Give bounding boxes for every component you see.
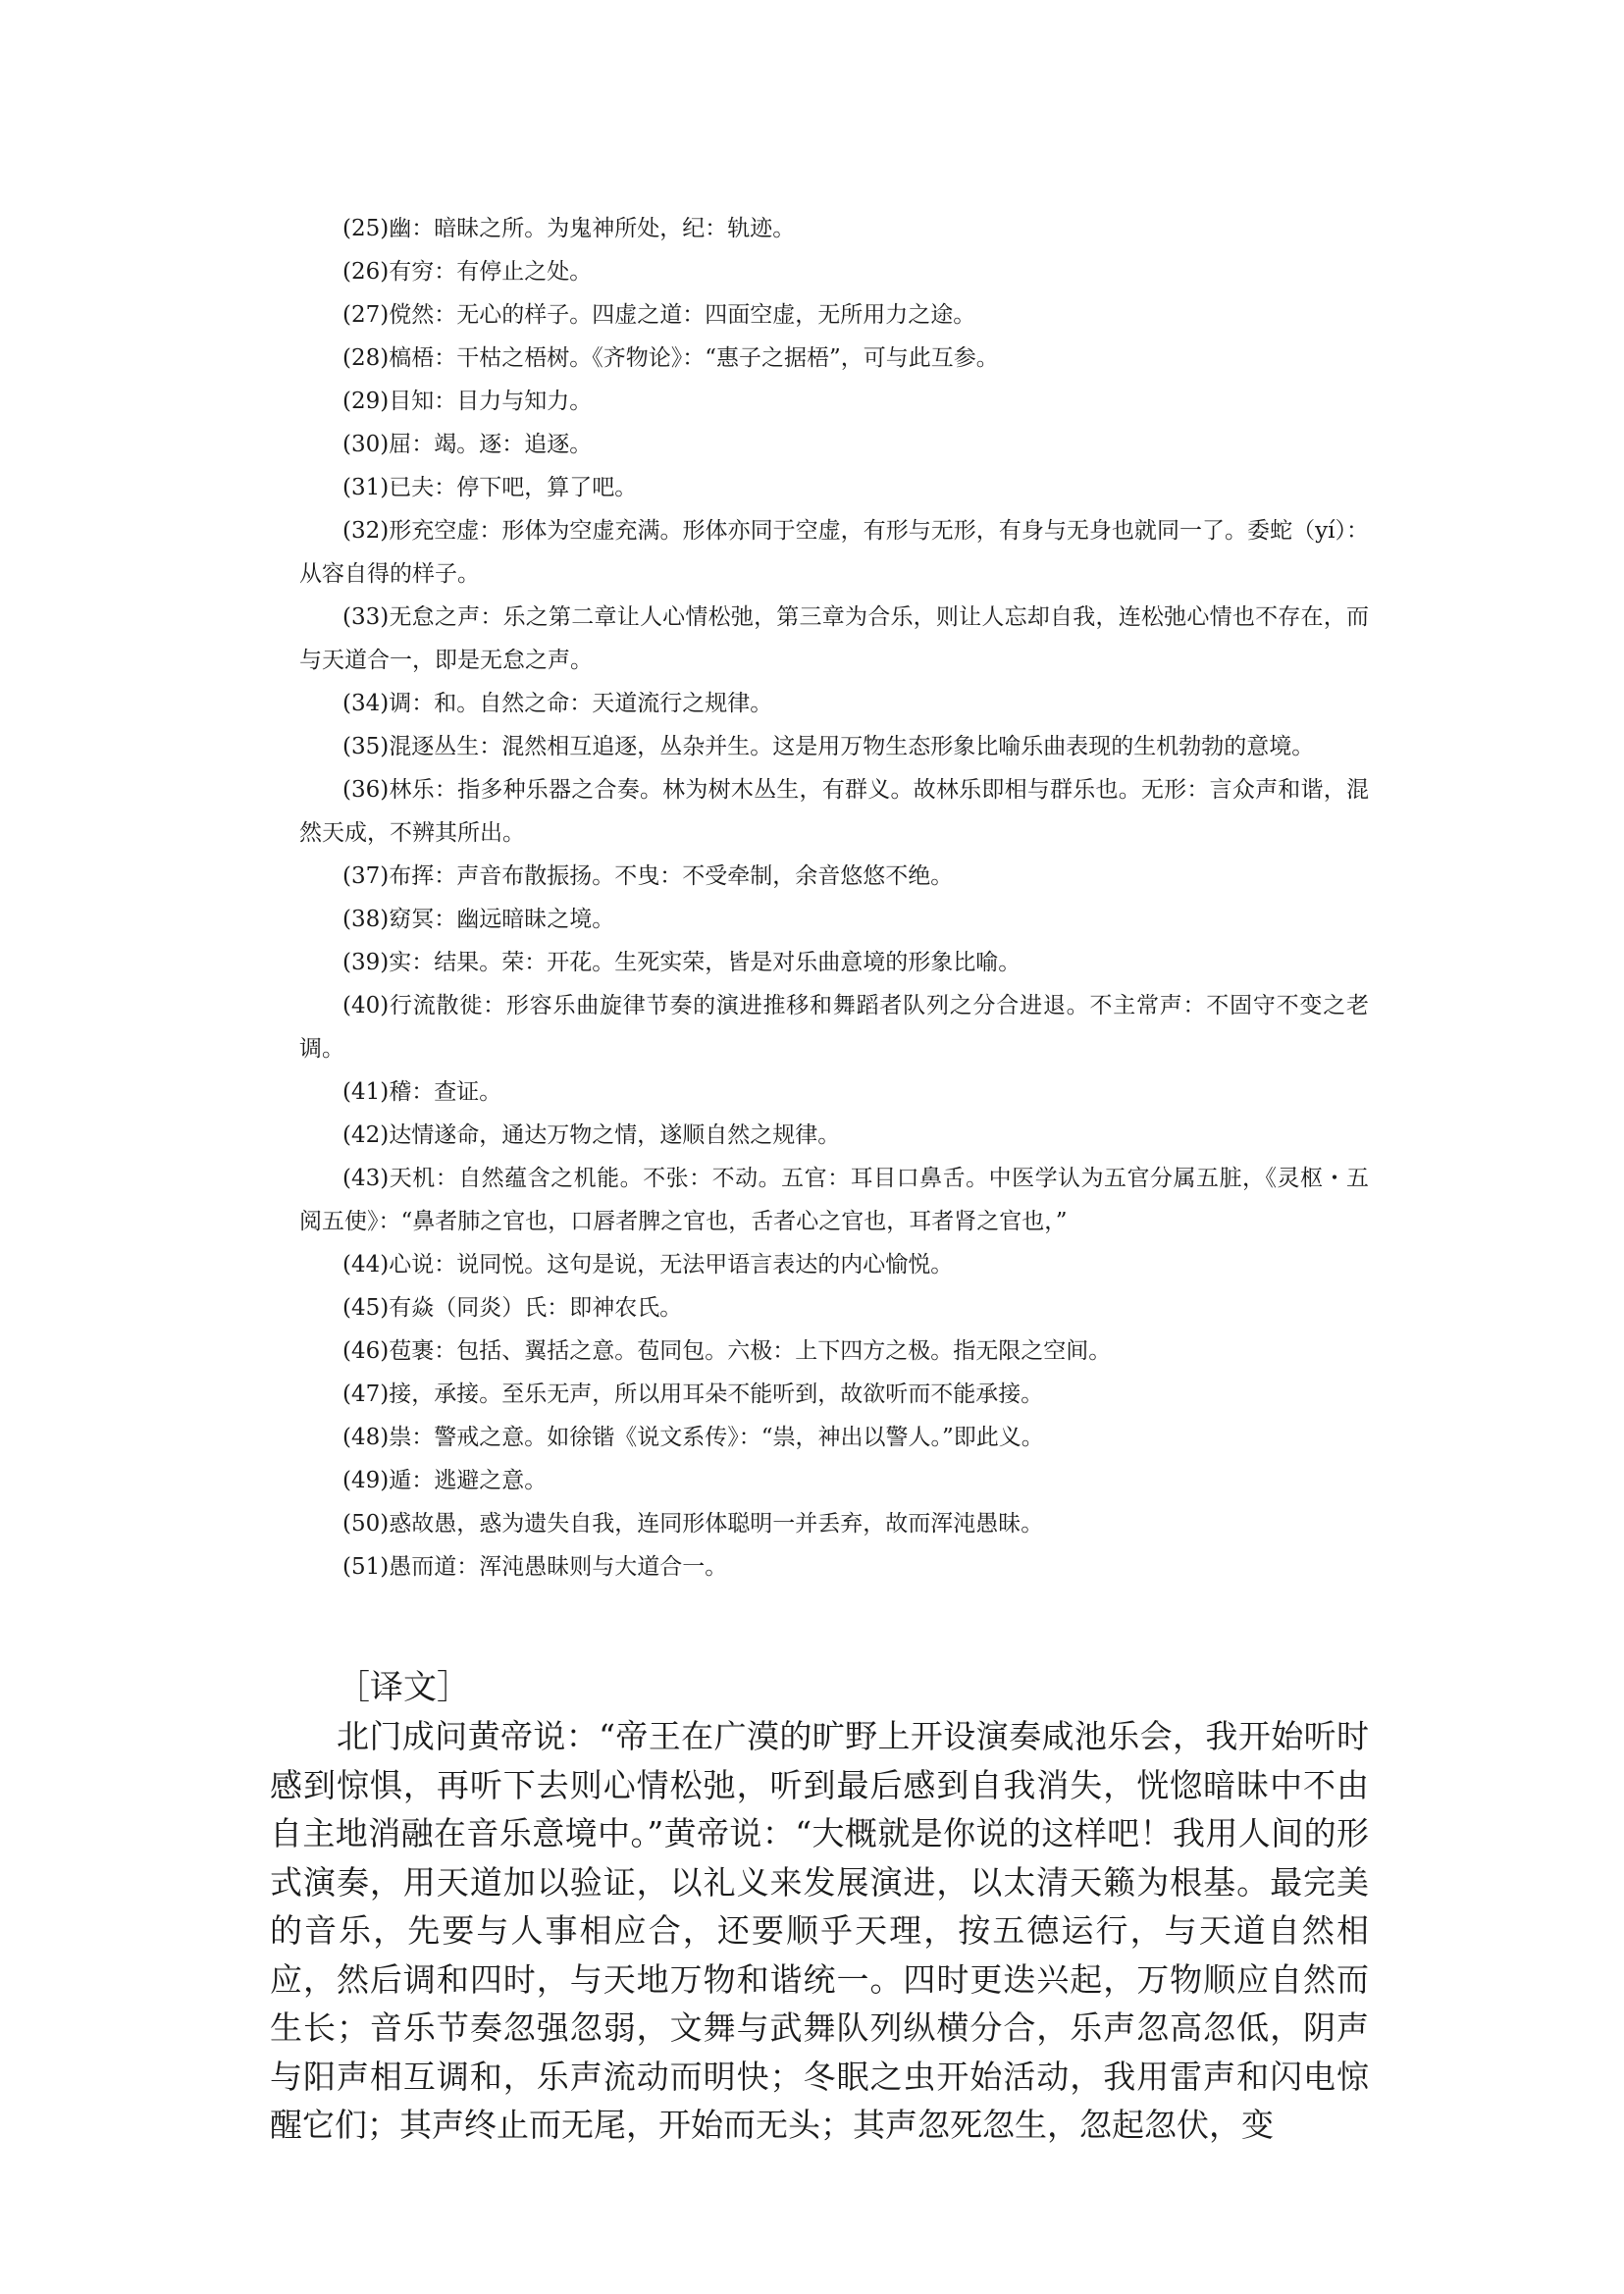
annotation-26: (26)有穷：有停止之处。 bbox=[342, 259, 593, 285]
translation-paragraph: 北门成问黄帝说：“帝王在广漠的旷野上开设演奏咸池乐会，我开始听时感到惊惧，再听下去则心情松弛，听到最后感到自我消失，恍惚暗昧中不由自主地消融在音乐意境中。”黄帝说：“大概就是你说的这样吧！我用人间的形式演奏，用天道加以验证，以礼义来发展演进，以太清天籁为根基。最完美的音乐，先要与人事相应合，还要顺乎天理，按五德运行，与天道自然相应，然后调和四时，与天地万物和谐统一。四时更迭兴起，万物顺应自然而生长；音乐节奏忽强忽弱，文舞与武舞队列纵横分合，乐声忽高忽低，阴声与阳声相互调和，乐声流动而明快；冬眠之虫开始活动，我用雷声和闪电惊醒它们；其声终止而无尾，开始而无头；其声忽死忽生，忽起忽伏，变 bbox=[270, 1717, 1369, 2144]
translation-heading: ［译文］ bbox=[337, 1668, 470, 1707]
annotation-48: (48)祟：警戒之意。如徐锴《说文系传》：“祟，神出以警人。”即此义。 bbox=[342, 1425, 1044, 1450]
annotation-46: (46)苞裹：包括、翼括之意。苞同包。六极：上下四方之极。指无限之空间。 bbox=[342, 1338, 1112, 1364]
annotation-50: (50)惑故愚，惑为遗失自我，连同形体聪明一并丢弃，故而浑沌愚昧。 bbox=[342, 1511, 1044, 1537]
annotation-49: (49)遁：逃避之意。 bbox=[342, 1468, 548, 1493]
annotation-33: (33)无怠之声：乐之第二章让人心情松弛，第三章为合乐，则让人忘却自我，连松弛心情也不存在，而与天道合一，即是无怠之声。 bbox=[299, 604, 1369, 673]
annotation-35: (35)混逐丛生：混然相互追逐，丛杂并生。这是用万物生态形象比喻乐曲表现的生机勃勃的意境。 bbox=[342, 734, 1315, 759]
annotation-40: (40)行流散徙：形容乐曲旋律节奏的演进推移和舞蹈者队列之分合进退。不主常声：不固守不变之老调。 bbox=[299, 993, 1369, 1062]
annotation-29: (29)目知：目力与知力。 bbox=[342, 389, 593, 414]
annotation-42: (42)达情遂命，通达万物之情，遂顺自然之规律。 bbox=[342, 1122, 841, 1148]
annotation-45: (45)有焱（同炎）氏：即神农氏。 bbox=[342, 1295, 683, 1321]
annotation-30: (30)屈：竭。逐：追逐。 bbox=[342, 432, 593, 457]
annotation-28: (28)槁梧：干枯之梧树。《齐物论》：“惠子之据梧”，可与此互参。 bbox=[342, 345, 999, 371]
annotation-43: (43)天机：自然蕴含之机能。不张：不动。五官：耳目口鼻舌。中医学认为五官分属五脏，《灵枢・五阅五使》：“鼻者肺之官也，口唇者脾之官也，舌者心之官也，耳者肾之官也，” bbox=[299, 1166, 1369, 1234]
annotation-44: (44)心说：说同悦。这句是说，无法甲语言表达的内心愉悦。 bbox=[342, 1252, 954, 1277]
annotation-37: (37)布挥：声音布散振扬。不曳：不受牵制，余音悠悠不绝。 bbox=[342, 863, 954, 889]
annotation-34: (34)调：和。自然之命：天道流行之规律。 bbox=[342, 691, 773, 716]
annotation-25: (25)幽：暗昧之所。为鬼神所处，纪：轨迹。 bbox=[342, 216, 796, 241]
annotation-27: (27)傥然：无心的样子。四虚之道：四面空虚，无所用力之途。 bbox=[342, 302, 976, 328]
annotation-39: (39)实：结果。荣：开花。生死实荣，皆是对乐曲意境的形象比喻。 bbox=[342, 950, 1022, 975]
annotation-38: (38)窈冥：幽远暗昧之境。 bbox=[342, 907, 615, 932]
translation-section bbox=[270, 1663, 1369, 2150]
annotation-36: (36)林乐：指多种乐器之合奏。林为树木丛生，有群义。故林乐即相与群乐也。无形：言众声和谐，混然天成，不辨其所出。 bbox=[299, 777, 1369, 846]
annotation-list bbox=[299, 207, 1369, 1589]
annotation-31: (31)已夫：停下吧，算了吧。 bbox=[342, 475, 638, 500]
annotation-41: (41)稽：查证。 bbox=[342, 1079, 502, 1105]
annotation-47: (47)接，承接。至乐无声，所以用耳朵不能听到，故欲听而不能承接。 bbox=[342, 1382, 1044, 1407]
annotation-51: (51)愚而道：浑沌愚昧则与大道合一。 bbox=[342, 1554, 728, 1580]
annotation-32: (32)形充空虚：形体为空虚充满。形体亦同于空虚，有形与无形，有身与无身也就同一了。委蛇（yí）：从容自得的样子。 bbox=[299, 518, 1369, 587]
